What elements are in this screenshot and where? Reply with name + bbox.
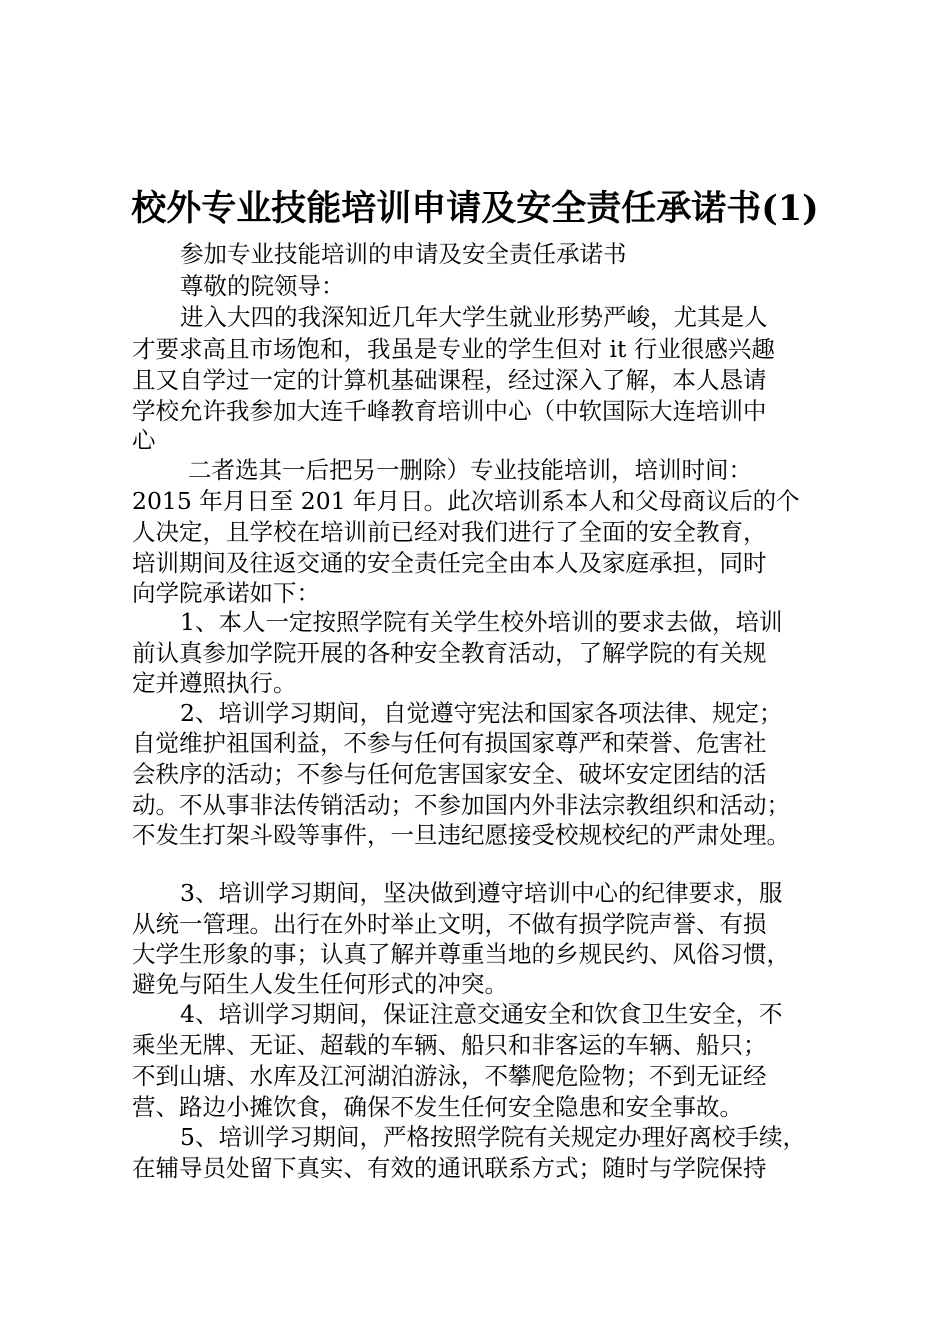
paragraph-line: 3、培训学习期间，坚决做到遵守培训中心的纪律要求，服 (180, 879, 783, 907)
paragraph-line: 避免与陌生人发生任何形式的冲突。 (132, 970, 508, 998)
paragraph-line: 会秩序的活动；不参与任何危害国家安全、破坏安定团结的活 (132, 760, 767, 788)
paragraph-line: 定并遵照执行。 (132, 669, 297, 697)
paragraph-line: 营、路边小摊饮食，确保不发生任何安全隐患和安全事故。 (132, 1093, 743, 1121)
salutation-line: 尊敬的院领导： (180, 272, 345, 300)
paragraph-line: 5、培训学习期间，严格按照学院有关规定办理好离校手续， (180, 1123, 806, 1151)
paragraph-line: 二者选其一后把另一删除）专业技能培训，培训时间： (188, 456, 752, 484)
paragraph-line: 前认真参加学院开展的各种安全教育活动，了解学院的有关规 (132, 639, 767, 667)
paragraph-line: 从统一管理。出行在外时举止文明，不做有损学院声誉、有损 (132, 910, 767, 938)
paragraph-line: 2015 年月日至 201 年月日。此次培训系本人和父母商议后的个 (132, 487, 800, 515)
paragraph-line: 心 (132, 426, 156, 454)
paragraph-line: 且又自学过一定的计算机基础课程，经过深入了解，本人恳请 (132, 366, 767, 394)
paragraph-line: 乘坐无牌、无证、超载的车辆、船只和非客运的车辆、船只； (132, 1031, 767, 1059)
paragraph-line: 2、培训学习期间，自觉遵守宪法和国家各项法律、规定； (180, 699, 783, 727)
paragraph-line: 才要求高且市场饱和，我虽是专业的学生但对 it 行业很感兴趣 (132, 335, 775, 363)
document-title: 校外专业技能培训申请及安全责任承诺书(1) (131, 188, 819, 229)
paragraph-line: 学校允许我参加大连千峰教育培训中心（中软国际大连培训中 (132, 397, 767, 425)
paragraph-line: 自觉维护祖国利益，不参与任何有损国家尊严和荣誉、危害社 (132, 729, 767, 757)
paragraph-line: 不到山塘、水库及江河湖泊游泳，不攀爬危险物；不到无证经 (132, 1062, 767, 1090)
paragraph-line: 动。不从事非法传销活动；不参加国内外非法宗教组织和活动； (132, 791, 790, 819)
paragraph-line: 不发生打架斗殴等事件，一旦违纪愿接受校规校纪的严肃处理。 (132, 821, 790, 849)
paragraph-line: 进入大四的我深知近几年大学生就业形势严峻，尤其是人 (180, 303, 768, 331)
paragraph-line: 培训期间及往返交通的安全责任完全由本人及家庭承担，同时 (132, 549, 767, 577)
paragraph-line: 1、本人一定按照学院有关学生校外培训的要求去做，培训 (180, 608, 783, 636)
paragraph-line: 人决定，且学校在培训前已经对我们进行了全面的安全教育， (132, 518, 767, 546)
paragraph-line: 4、培训学习期间，保证注意交通安全和饮食卫生安全，不 (180, 1000, 783, 1028)
paragraph-line: 在辅导员处留下真实、有效的通讯联系方式；随时与学院保持 (132, 1154, 767, 1182)
paragraph-line: 大学生形象的事；认真了解并尊重当地的乡规民约、风俗习惯， (132, 940, 790, 968)
paragraph-line: 向学院承诺如下： (132, 579, 320, 607)
subtitle-line: 参加专业技能培训的申请及安全责任承诺书 (180, 240, 627, 268)
